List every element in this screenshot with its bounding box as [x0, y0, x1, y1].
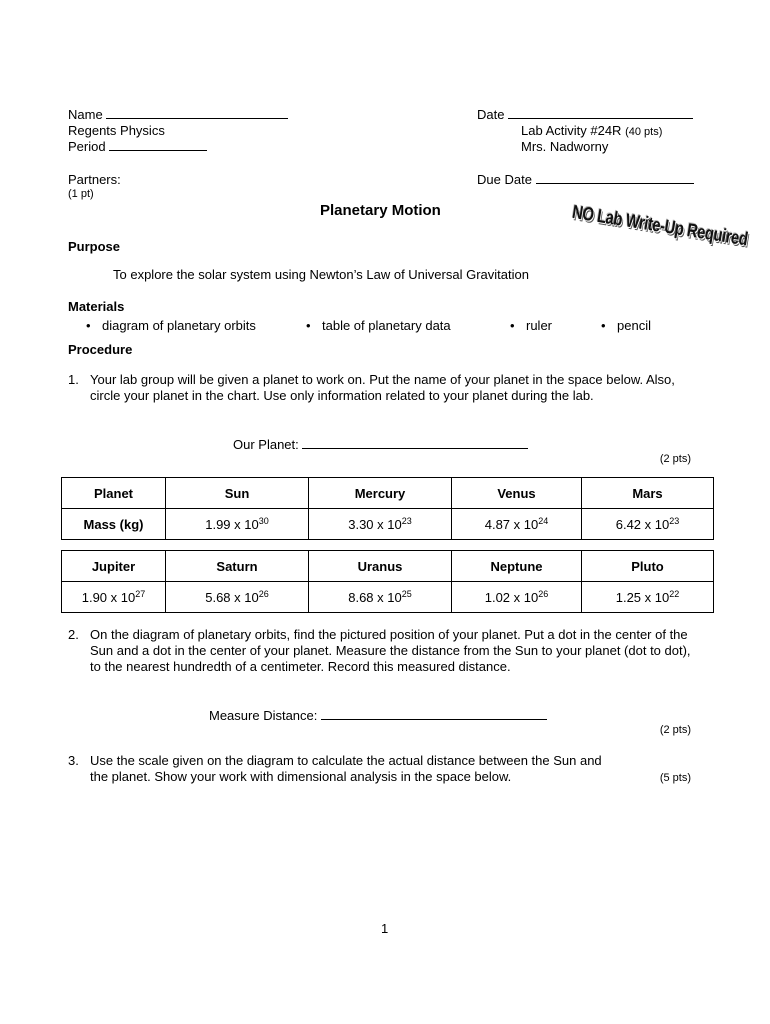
mass-exponent: 26 [538, 588, 549, 599]
lab-activity-label: Lab Activity #24R [521, 123, 622, 138]
page-number: 1 [381, 921, 389, 936]
bullet-icon: • [86, 318, 91, 333]
table-header-cell: Saturn [166, 551, 309, 582]
table-row [62, 582, 714, 613]
procedure-heading: Procedure [68, 342, 133, 357]
material-item: diagram of planetary orbits [102, 318, 256, 333]
mass-cell [309, 509, 452, 540]
step2-number: 2. [68, 627, 79, 642]
step1-points: (2 pts) [659, 453, 691, 465]
mass-cell [166, 582, 309, 613]
due-date-field[interactable] [477, 172, 694, 187]
list-item [86, 318, 256, 333]
table-header-cell: Neptune [452, 551, 582, 582]
bullet-icon: • [306, 318, 311, 333]
table-header-cell: Pluto [582, 551, 714, 582]
list-item [601, 318, 651, 333]
table-header-cell: Uranus [309, 551, 452, 582]
step2-points: (2 pts) [659, 724, 691, 736]
mass-cell [62, 582, 166, 613]
step3-points: (5 pts) [659, 772, 691, 784]
our-planet-label: Our Planet: [233, 437, 299, 452]
mass-exponent: 23 [669, 515, 680, 526]
mass-cell [309, 582, 452, 613]
name-label: Name [68, 107, 103, 122]
course-name: Regents Physics [68, 123, 165, 138]
mass-mantissa: 1.99 x 10 [205, 516, 259, 532]
purpose-heading: Purpose [68, 239, 121, 254]
mass-exponent: 23 [401, 515, 412, 526]
lab-points: (40 pts) [625, 126, 663, 138]
table-header-cell: Planet [62, 478, 166, 509]
mass-cell [166, 509, 309, 540]
material-item: pencil [617, 318, 651, 333]
step1-text: Your lab group will be given a planet to work on. Put the name of your planet in the space below. Also, circle your planet in the chart. Use only information related to your planet during the lab. [90, 372, 675, 403]
table-row [62, 551, 714, 582]
mass-table-outer-planets [61, 550, 714, 613]
mass-mantissa: 4.87 x 10 [484, 516, 539, 532]
our-planet-blank[interactable] [302, 437, 528, 449]
table-row [62, 509, 714, 540]
mass-mantissa: 1.25 x 10 [615, 589, 670, 605]
no-writeup-stamp: NO Lab Write-Up Required [570, 202, 750, 251]
partners-points: (1 pt) [68, 188, 94, 200]
mass-cell [452, 582, 582, 613]
mass-mantissa: 1.02 x 10 [484, 589, 539, 605]
mass-mantissa: 6.42 x 10 [615, 516, 670, 532]
measure-distance-field[interactable] [209, 708, 547, 723]
due-date-label: Due Date [477, 172, 532, 187]
period-field[interactable] [68, 139, 207, 154]
name-field[interactable] [68, 107, 288, 122]
bullet-icon: • [601, 318, 606, 333]
mass-mantissa: 8.68 x 10 [348, 589, 402, 605]
mass-mantissa: 5.68 x 10 [205, 589, 259, 605]
name-blank[interactable] [106, 107, 288, 119]
period-label: Period [68, 139, 106, 154]
table-header-cell: Venus [452, 478, 582, 509]
page-title: Planetary Motion [320, 202, 441, 219]
bullet-icon: • [510, 318, 515, 333]
mass-cell [452, 509, 582, 540]
step3-number: 3. [68, 753, 79, 768]
mass-exponent: 22 [669, 588, 680, 599]
table-header-cell: Sun [166, 478, 309, 509]
partners-label: Partners: [68, 172, 121, 187]
mass-mantissa: 1.90 x 10 [81, 589, 136, 605]
mass-cell [582, 582, 714, 613]
date-field[interactable] [477, 107, 693, 122]
our-planet-field[interactable] [233, 437, 528, 452]
period-blank[interactable] [109, 139, 207, 151]
mass-exponent: 25 [401, 588, 412, 599]
measure-distance-label: Measure Distance: [209, 708, 318, 723]
step2-text: On the diagram of planetary orbits, find the pictured position of your planet. Put a dot in the center of the Sun and a dot in the center of your planet. Measure the distance from the Sun to your planet (dot to dot), to the nearest hundredth of a centimeter. Record this measured distance. [90, 627, 691, 674]
step3-text: Use the scale given on the diagram to calculate the actual distance between the Sun and the planet. Show your work with dimensional analysis in the space below. [90, 753, 602, 784]
purpose-text: To explore the solar system using Newton’s Law of Universal Gravitation [113, 267, 529, 282]
table-header-cell: Jupiter [62, 551, 166, 582]
list-item [306, 318, 451, 333]
table-header-cell: Mercury [309, 478, 452, 509]
due-date-blank[interactable] [536, 172, 694, 184]
mass-mantissa: 3.30 x 10 [348, 516, 402, 532]
lab-activity [521, 123, 662, 138]
materials-list [86, 318, 706, 336]
date-blank[interactable] [508, 107, 693, 119]
measure-distance-blank[interactable] [321, 708, 547, 720]
table-header-cell: Mars [582, 478, 714, 509]
list-item [510, 318, 552, 333]
mass-table-inner-planets [61, 477, 714, 540]
date-label: Date [477, 107, 505, 122]
step1-number: 1. [68, 372, 79, 387]
mass-exponent: 26 [258, 588, 269, 599]
mass-exponent: 27 [135, 588, 146, 599]
materials-heading: Materials [68, 299, 125, 314]
table-row [62, 478, 714, 509]
mass-cell [582, 509, 714, 540]
mass-exponent: 30 [258, 515, 269, 526]
row-label-cell: Mass (kg) [62, 509, 166, 540]
mass-exponent: 24 [538, 515, 549, 526]
teacher-name: Mrs. Nadworny [521, 139, 609, 154]
material-item: ruler [526, 318, 553, 333]
material-item: table of planetary data [322, 318, 451, 333]
